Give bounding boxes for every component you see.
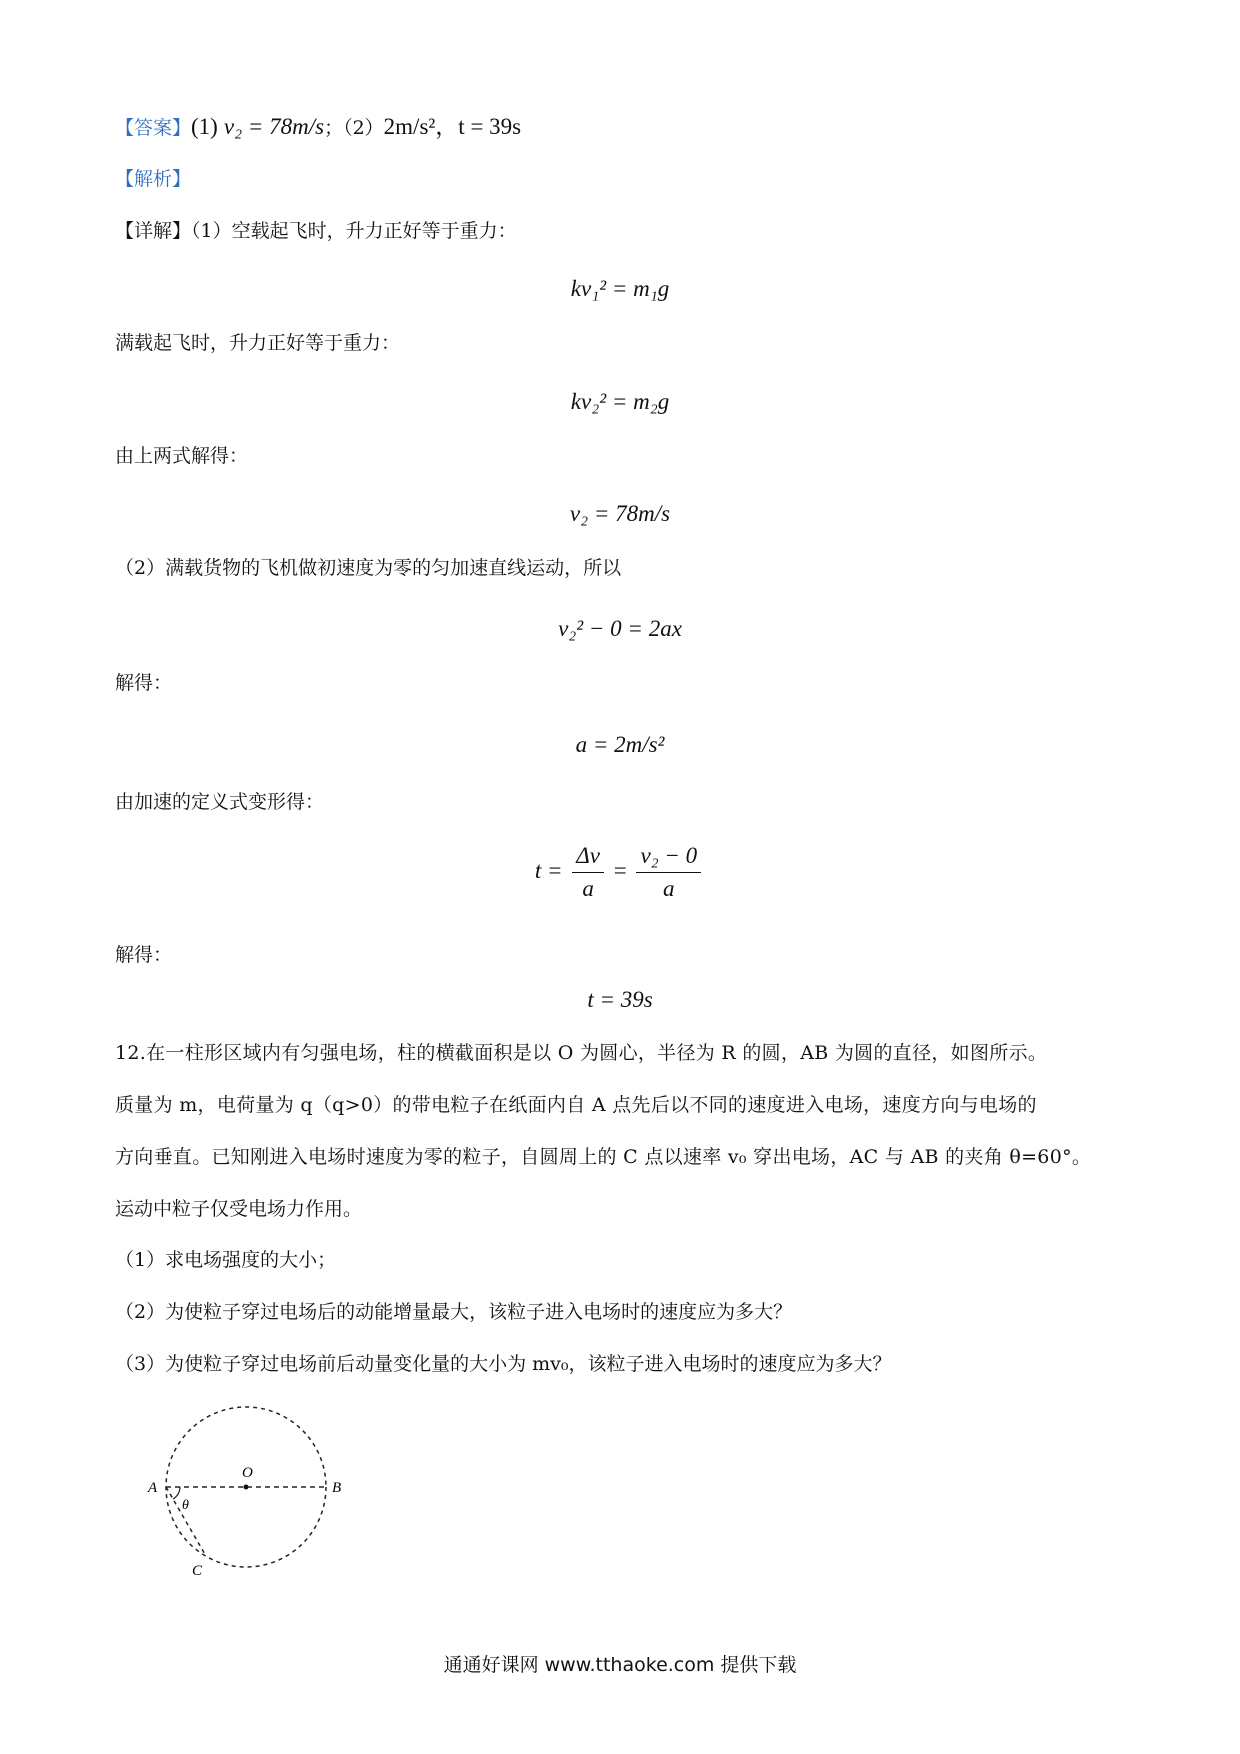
- eq6-denominator-2: a: [663, 876, 675, 901]
- equation-1: kv₁² = m₁g: [570, 276, 670, 301]
- problem12-line-1: 12.在一柱形区域内有匀强电场，柱的横截面积是以 O 为圆心，半径为 R 的圆，AB 为圆的直径，如图所示。: [115, 1042, 1048, 1064]
- text-def-accel: 由加速的定义式变形得：: [115, 791, 325, 813]
- detail-intro: （1）空载起飞时，升力正好等于重力：: [191, 220, 517, 242]
- equation-4: v₂² − 0 = 2ax: [558, 616, 682, 641]
- problem12-question-2: （2）为使粒子穿过电场后的动能增量最大，该粒子进入电场时的速度应为多大？: [115, 1301, 793, 1323]
- answer-part1-prefix: (1): [191, 114, 218, 139]
- problem12-line-2: 质量为 m，电荷量为 q（q>0）的带电粒子在纸面内自 A 点先后以不同的速度进入电场，速度方向与电场的: [115, 1094, 1037, 1116]
- problem12-question-1: （1）求电场强度的大小；: [115, 1249, 337, 1271]
- equation-6: [0, 840, 1240, 905]
- label-theta: θ: [182, 1498, 189, 1513]
- angle-arc: [173, 1487, 180, 1499]
- text-solve-1: 解得：: [115, 672, 173, 694]
- eq6-left: t =: [534, 857, 563, 883]
- problem12-line-4: 运动中粒子仅受电场力作用。: [115, 1198, 363, 1220]
- eq6-fraction-1: [572, 840, 604, 905]
- eq6-numerator-2: v₂ − 0: [636, 840, 701, 873]
- label-a: A: [148, 1480, 158, 1496]
- eq6-fraction-2: [636, 840, 701, 905]
- label-b: B: [332, 1480, 342, 1496]
- equation-2: kv₂² = m₂g: [570, 389, 670, 414]
- footer-text: 通通好课网 www.tthaoke.com 提供下载: [443, 1654, 797, 1676]
- center-point: [244, 1485, 249, 1490]
- eq6-numerator-1: Δv: [572, 840, 604, 873]
- circle-diagram: [130, 1395, 390, 1605]
- problem12-line-3: 方向垂直。已知刚进入电场时速度为零的粒子，自圆周上的 C 点以速率 v₀ 穿出电场，AC 与 AB 的夹角 θ=60°。: [115, 1146, 1092, 1168]
- answer-line: [115, 112, 521, 143]
- equation-5: a = 2m/s²: [575, 732, 665, 757]
- problem12-question-3: （3）为使粒子穿过电场前后动量变化量的大小为 mv₀，该粒子进入电场时的速度应为多大？: [115, 1353, 892, 1375]
- answer-part2: 2m/s²，t = 39s: [383, 114, 522, 139]
- label-c: C: [192, 1563, 203, 1579]
- detail-tag: 【详解】: [115, 220, 192, 242]
- text-solve-2: 解得：: [115, 944, 173, 966]
- analysis-tag: 【解析】: [115, 168, 192, 190]
- answer-tag: 【答案】: [115, 117, 192, 139]
- equation-3: v₂ = 78m/s: [569, 501, 671, 526]
- answer-separator: ；（2）: [324, 117, 384, 139]
- eq6-equals: =: [613, 857, 627, 883]
- label-o: O: [242, 1465, 253, 1481]
- answer-part1-eq: v₂ = 78m/s: [223, 114, 325, 139]
- text-solve-both: 由上两式解得：: [115, 445, 249, 467]
- text-part2-intro: （2）满载货物的飞机做初速度为零的匀加速直线运动，所以: [115, 557, 622, 579]
- eq6-denominator-1: a: [582, 876, 594, 901]
- equation-7: t = 39s: [587, 987, 653, 1012]
- detail-line: [115, 216, 517, 246]
- text-full-load: 满载起飞时，升力正好等于重力：: [115, 332, 401, 354]
